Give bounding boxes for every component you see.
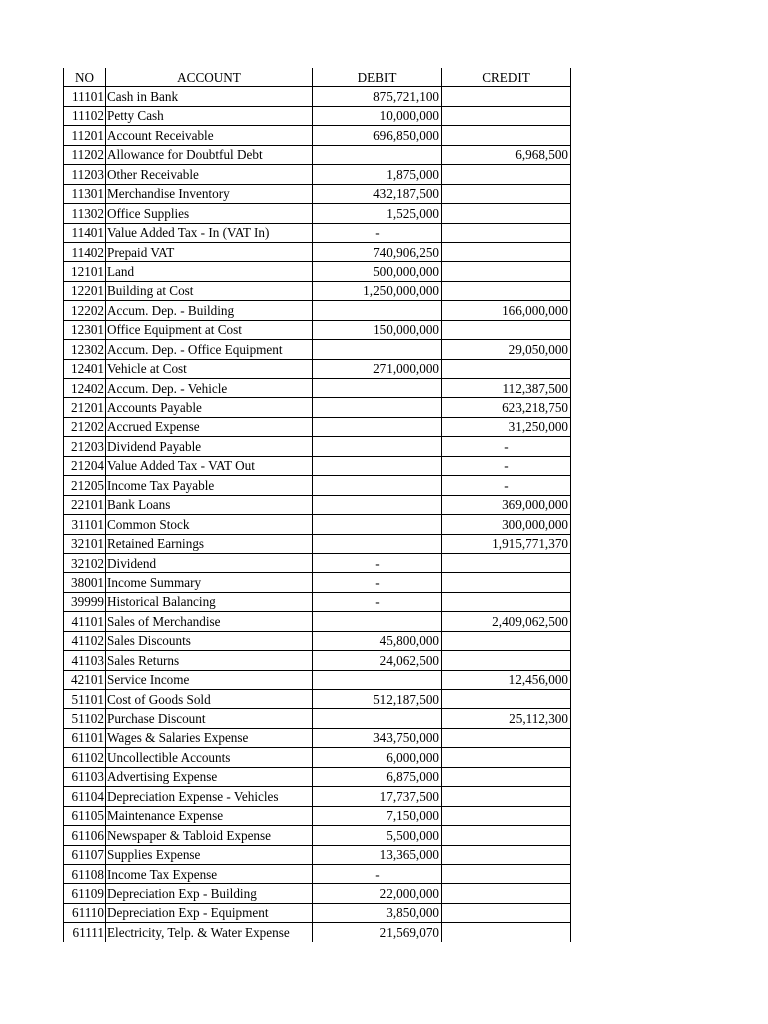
credit-cell xyxy=(442,864,571,883)
account-number-cell: 11201 xyxy=(64,126,106,145)
debit-cell xyxy=(313,379,442,398)
account-number-cell: 38001 xyxy=(64,573,106,592)
debit-cell: 1,875,000 xyxy=(313,165,442,184)
debit-cell: 696,850,000 xyxy=(313,126,442,145)
account-name-cell: Allowance for Doubtful Debt xyxy=(106,145,313,164)
table-row xyxy=(64,165,571,184)
table-row xyxy=(64,184,571,203)
credit-cell xyxy=(442,106,571,125)
credit-cell: 1,915,771,370 xyxy=(442,534,571,553)
debit-cell: 10,000,000 xyxy=(313,106,442,125)
debit-cell: 13,365,000 xyxy=(313,845,442,864)
debit-cell: 150,000,000 xyxy=(313,320,442,339)
table-row xyxy=(64,806,571,825)
table-row xyxy=(64,923,571,942)
account-name-cell: Prepaid VAT xyxy=(106,242,313,261)
debit-cell: - xyxy=(313,223,442,242)
debit-cell xyxy=(313,301,442,320)
account-name-cell: Maintenance Expense xyxy=(106,806,313,825)
table-row xyxy=(64,690,571,709)
account-name-cell: Dividend Payable xyxy=(106,437,313,456)
account-name-cell: Accrued Expense xyxy=(106,417,313,436)
credit-cell: 369,000,000 xyxy=(442,495,571,514)
account-name-cell: Income Summary xyxy=(106,573,313,592)
credit-cell xyxy=(442,767,571,786)
account-number-cell: 11301 xyxy=(64,184,106,203)
account-number-cell: 11402 xyxy=(64,242,106,261)
account-name-cell: Value Added Tax - VAT Out xyxy=(106,456,313,475)
account-name-cell: Historical Balancing xyxy=(106,592,313,611)
table-row xyxy=(64,417,571,436)
debit-cell: 22,000,000 xyxy=(313,884,442,903)
credit-cell xyxy=(442,631,571,650)
account-name-cell: Accounts Payable xyxy=(106,398,313,417)
credit-cell xyxy=(442,826,571,845)
table-row xyxy=(64,87,571,106)
account-number-cell: 41103 xyxy=(64,651,106,670)
debit-cell: 875,721,100 xyxy=(313,87,442,106)
debit-cell: 6,875,000 xyxy=(313,767,442,786)
debit-cell: 21,569,070 xyxy=(313,923,442,942)
account-number-cell: 32102 xyxy=(64,553,106,572)
account-name-cell: Depreciation Expense - Vehicles xyxy=(106,787,313,806)
account-number-cell: 41101 xyxy=(64,612,106,631)
account-number-cell: 11401 xyxy=(64,223,106,242)
credit-cell xyxy=(442,748,571,767)
account-number-cell: 61109 xyxy=(64,884,106,903)
account-number-cell: 31101 xyxy=(64,515,106,534)
debit-cell: 24,062,500 xyxy=(313,651,442,670)
credit-cell xyxy=(442,165,571,184)
table-row xyxy=(64,456,571,475)
table-row xyxy=(64,826,571,845)
credit-cell xyxy=(442,728,571,747)
account-name-cell: Vehicle at Cost xyxy=(106,359,313,378)
credit-cell xyxy=(442,592,571,611)
account-name-cell: Value Added Tax - In (VAT In) xyxy=(106,223,313,242)
table-row xyxy=(64,204,571,223)
account-name-cell: Petty Cash xyxy=(106,106,313,125)
account-name-cell: Accum. Dep. - Office Equipment xyxy=(106,340,313,359)
debit-cell xyxy=(313,515,442,534)
account-name-cell: Dividend xyxy=(106,553,313,572)
account-name-cell: Office Equipment at Cost xyxy=(106,320,313,339)
debit-cell xyxy=(313,145,442,164)
debit-cell: 271,000,000 xyxy=(313,359,442,378)
credit-cell xyxy=(442,553,571,572)
header-credit: CREDIT xyxy=(442,68,571,87)
credit-cell xyxy=(442,573,571,592)
credit-cell xyxy=(442,87,571,106)
header-row xyxy=(64,68,571,87)
header-debit: DEBIT xyxy=(313,68,442,87)
account-name-cell: Uncollectible Accounts xyxy=(106,748,313,767)
account-number-cell: 12202 xyxy=(64,301,106,320)
account-name-cell: Cash in Bank xyxy=(106,87,313,106)
table-row xyxy=(64,476,571,495)
account-name-cell: Account Receivable xyxy=(106,126,313,145)
account-number-cell: 61111 xyxy=(64,923,106,942)
debit-cell: - xyxy=(313,864,442,883)
table-row xyxy=(64,398,571,417)
credit-cell xyxy=(442,651,571,670)
debit-cell: 7,150,000 xyxy=(313,806,442,825)
table-row xyxy=(64,709,571,728)
debit-cell: 500,000,000 xyxy=(313,262,442,281)
table-row xyxy=(64,515,571,534)
table-row xyxy=(64,670,571,689)
account-number-cell: 61107 xyxy=(64,845,106,864)
account-number-cell: 42101 xyxy=(64,670,106,689)
account-number-cell: 61105 xyxy=(64,806,106,825)
debit-cell xyxy=(313,398,442,417)
table-row xyxy=(64,767,571,786)
account-name-cell: Common Stock xyxy=(106,515,313,534)
account-number-cell: 21204 xyxy=(64,456,106,475)
account-name-cell: Accum. Dep. - Vehicle xyxy=(106,379,313,398)
credit-cell xyxy=(442,281,571,300)
account-number-cell: 61108 xyxy=(64,864,106,883)
debit-cell xyxy=(313,709,442,728)
debit-cell: 432,187,500 xyxy=(313,184,442,203)
table-row xyxy=(64,592,571,611)
account-number-cell: 39999 xyxy=(64,592,106,611)
debit-cell xyxy=(313,476,442,495)
table-row xyxy=(64,359,571,378)
account-name-cell: Advertising Expense xyxy=(106,767,313,786)
debit-cell xyxy=(313,417,442,436)
table-row xyxy=(64,281,571,300)
account-number-cell: 12401 xyxy=(64,359,106,378)
debit-cell: 740,906,250 xyxy=(313,242,442,261)
credit-cell: - xyxy=(442,437,571,456)
table-row xyxy=(64,787,571,806)
credit-cell xyxy=(442,806,571,825)
account-name-cell: Sales Returns xyxy=(106,651,313,670)
account-name-cell: Cost of Goods Sold xyxy=(106,690,313,709)
account-name-cell: Office Supplies xyxy=(106,204,313,223)
account-number-cell: 11203 xyxy=(64,165,106,184)
table-row xyxy=(64,553,571,572)
table-row xyxy=(64,612,571,631)
table-row xyxy=(64,242,571,261)
debit-cell xyxy=(313,534,442,553)
account-name-cell: Retained Earnings xyxy=(106,534,313,553)
account-name-cell: Purchase Discount xyxy=(106,709,313,728)
debit-cell xyxy=(313,612,442,631)
account-name-cell: Income Tax Expense xyxy=(106,864,313,883)
debit-cell: 1,525,000 xyxy=(313,204,442,223)
account-name-cell: Service Income xyxy=(106,670,313,689)
account-number-cell: 61103 xyxy=(64,767,106,786)
account-name-cell: Income Tax Payable xyxy=(106,476,313,495)
account-name-cell: Sales Discounts xyxy=(106,631,313,650)
account-number-cell: 61101 xyxy=(64,728,106,747)
credit-cell xyxy=(442,903,571,922)
table-row xyxy=(64,748,571,767)
account-number-cell: 12101 xyxy=(64,262,106,281)
debit-cell xyxy=(313,495,442,514)
account-name-cell: Sales of Merchandise xyxy=(106,612,313,631)
credit-cell xyxy=(442,262,571,281)
credit-cell: 166,000,000 xyxy=(442,301,571,320)
debit-cell: 1,250,000,000 xyxy=(313,281,442,300)
account-number-cell: 61106 xyxy=(64,826,106,845)
credit-cell xyxy=(442,242,571,261)
account-name-cell: Merchandise Inventory xyxy=(106,184,313,203)
credit-cell: 112,387,500 xyxy=(442,379,571,398)
account-number-cell: 12201 xyxy=(64,281,106,300)
account-number-cell: 12301 xyxy=(64,320,106,339)
account-name-cell: Depreciation Exp - Equipment xyxy=(106,903,313,922)
credit-cell: 25,112,300 xyxy=(442,709,571,728)
account-name-cell: Accum. Dep. - Building xyxy=(106,301,313,320)
table-row xyxy=(64,126,571,145)
credit-cell xyxy=(442,126,571,145)
credit-cell xyxy=(442,923,571,942)
account-number-cell: 11101 xyxy=(64,87,106,106)
header-no: NO xyxy=(64,68,106,87)
table-row xyxy=(64,495,571,514)
table-row xyxy=(64,379,571,398)
credit-cell: 623,218,750 xyxy=(442,398,571,417)
account-number-cell: 11302 xyxy=(64,204,106,223)
account-number-cell: 51101 xyxy=(64,690,106,709)
account-name-cell: Electricity, Telp. & Water Expense xyxy=(106,923,313,942)
debit-cell xyxy=(313,670,442,689)
account-number-cell: 51102 xyxy=(64,709,106,728)
table-row xyxy=(64,262,571,281)
trial-balance-table xyxy=(63,68,571,942)
account-number-cell: 21203 xyxy=(64,437,106,456)
debit-cell: - xyxy=(313,592,442,611)
header-account: ACCOUNT xyxy=(106,68,313,87)
table-row xyxy=(64,864,571,883)
debit-cell xyxy=(313,456,442,475)
debit-cell xyxy=(313,340,442,359)
credit-cell: - xyxy=(442,456,571,475)
debit-cell: 17,737,500 xyxy=(313,787,442,806)
credit-cell: 6,968,500 xyxy=(442,145,571,164)
credit-cell: 300,000,000 xyxy=(442,515,571,534)
credit-cell xyxy=(442,845,571,864)
debit-cell: 512,187,500 xyxy=(313,690,442,709)
account-name-cell: Depreciation Exp - Building xyxy=(106,884,313,903)
credit-cell xyxy=(442,359,571,378)
account-number-cell: 22101 xyxy=(64,495,106,514)
debit-cell: - xyxy=(313,573,442,592)
credit-cell xyxy=(442,884,571,903)
table-row xyxy=(64,651,571,670)
account-number-cell: 61110 xyxy=(64,903,106,922)
table-row xyxy=(64,145,571,164)
table-row xyxy=(64,320,571,339)
table-row xyxy=(64,301,571,320)
account-name-cell: Other Receivable xyxy=(106,165,313,184)
account-number-cell: 21201 xyxy=(64,398,106,417)
account-name-cell: Building at Cost xyxy=(106,281,313,300)
credit-cell xyxy=(442,690,571,709)
credit-cell: 2,409,062,500 xyxy=(442,612,571,631)
credit-cell xyxy=(442,787,571,806)
table-row xyxy=(64,884,571,903)
credit-cell xyxy=(442,184,571,203)
credit-cell: 12,456,000 xyxy=(442,670,571,689)
table-row xyxy=(64,903,571,922)
account-number-cell: 12302 xyxy=(64,340,106,359)
credit-cell: - xyxy=(442,476,571,495)
account-number-cell: 11202 xyxy=(64,145,106,164)
table-row xyxy=(64,728,571,747)
account-number-cell: 12402 xyxy=(64,379,106,398)
credit-cell xyxy=(442,320,571,339)
account-number-cell: 32101 xyxy=(64,534,106,553)
account-number-cell: 61104 xyxy=(64,787,106,806)
account-number-cell: 61102 xyxy=(64,748,106,767)
table-row xyxy=(64,340,571,359)
debit-cell xyxy=(313,437,442,456)
debit-cell: 6,000,000 xyxy=(313,748,442,767)
table-row xyxy=(64,534,571,553)
account-name-cell: Newspaper & Tabloid Expense xyxy=(106,826,313,845)
table-row xyxy=(64,106,571,125)
credit-cell xyxy=(442,204,571,223)
table-row xyxy=(64,573,571,592)
table-body xyxy=(64,87,571,942)
account-name-cell: Wages & Salaries Expense xyxy=(106,728,313,747)
debit-cell: - xyxy=(313,553,442,572)
account-name-cell: Bank Loans xyxy=(106,495,313,514)
account-number-cell: 21205 xyxy=(64,476,106,495)
account-number-cell: 11102 xyxy=(64,106,106,125)
account-name-cell: Supplies Expense xyxy=(106,845,313,864)
debit-cell: 45,800,000 xyxy=(313,631,442,650)
account-number-cell: 41102 xyxy=(64,631,106,650)
table-row xyxy=(64,631,571,650)
credit-cell: 31,250,000 xyxy=(442,417,571,436)
table-row xyxy=(64,223,571,242)
table-header xyxy=(64,68,571,87)
debit-cell: 3,850,000 xyxy=(313,903,442,922)
table-row xyxy=(64,845,571,864)
debit-cell: 343,750,000 xyxy=(313,728,442,747)
credit-cell: 29,050,000 xyxy=(442,340,571,359)
debit-cell: 5,500,000 xyxy=(313,826,442,845)
account-name-cell: Land xyxy=(106,262,313,281)
account-number-cell: 21202 xyxy=(64,417,106,436)
table-row xyxy=(64,437,571,456)
credit-cell xyxy=(442,223,571,242)
